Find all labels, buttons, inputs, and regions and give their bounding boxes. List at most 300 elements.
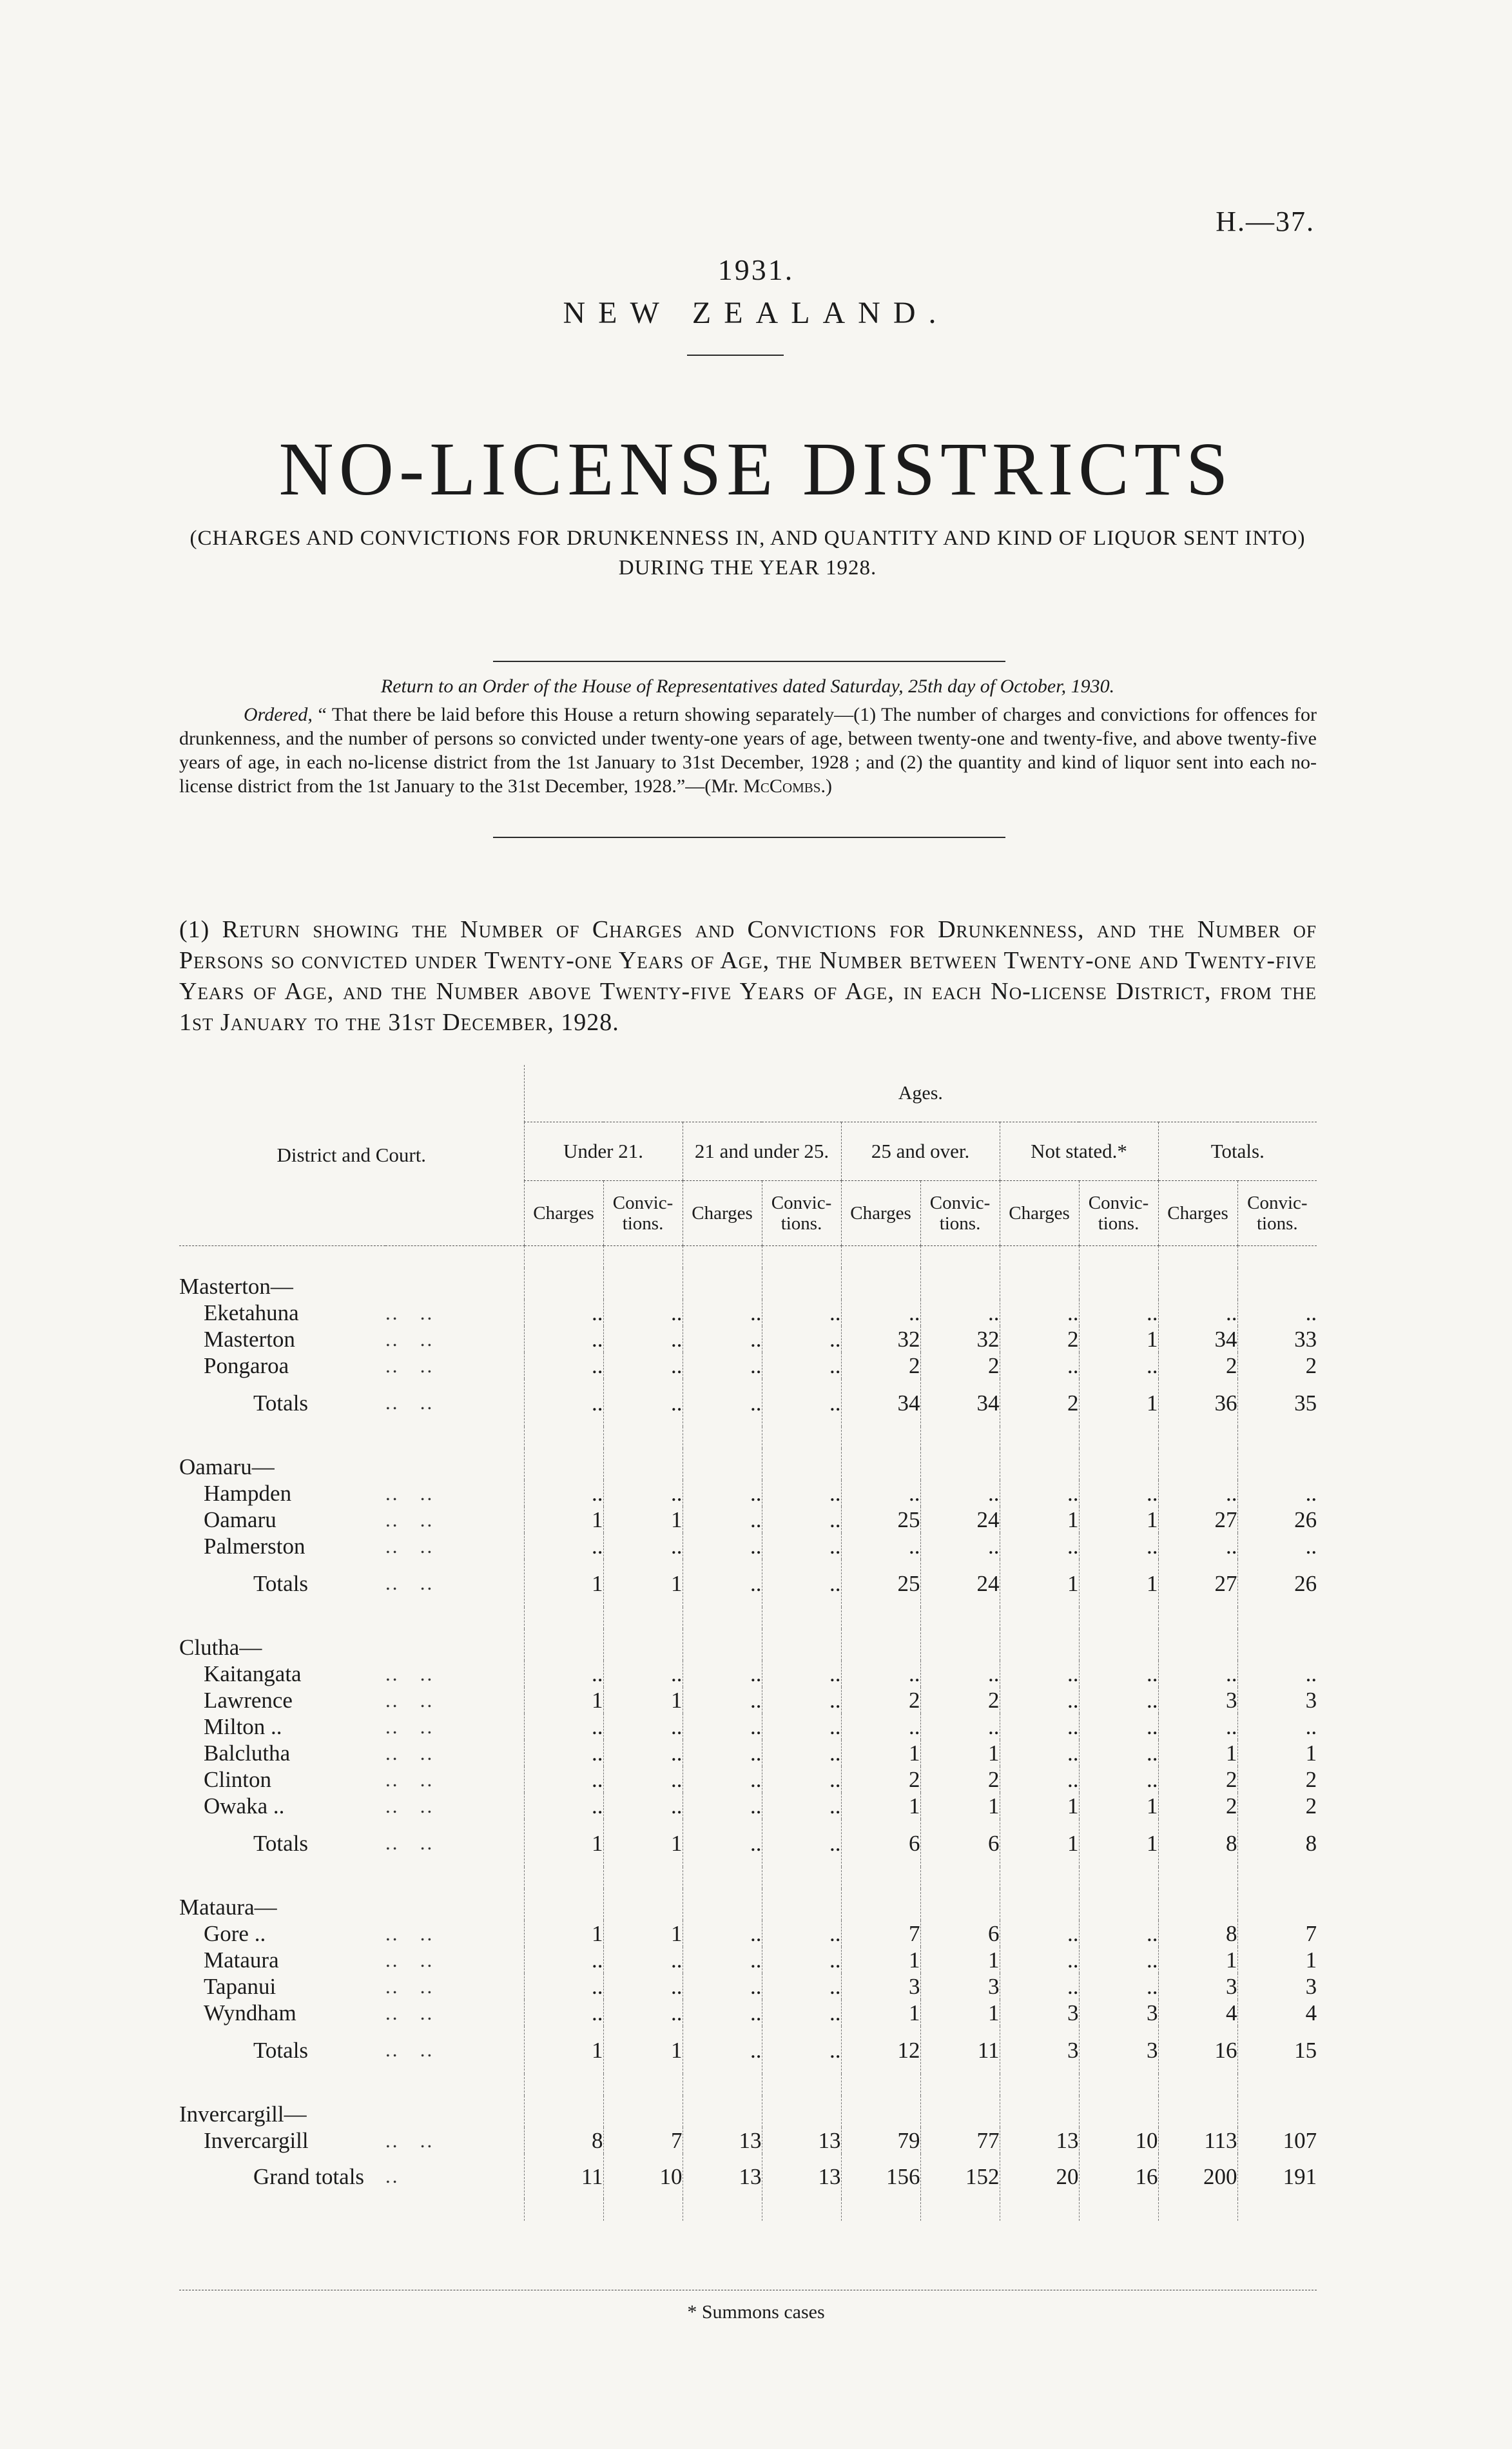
charges-cell: ..: [1000, 1920, 1079, 1947]
charges-cell: 2: [841, 1687, 920, 1713]
spacer: [179, 1867, 524, 1889]
empty-cell: [841, 1268, 920, 1300]
empty-cell: [841, 1427, 920, 1449]
charges-cell: ..: [1000, 1687, 1079, 1713]
empty-cell: [1000, 1268, 1079, 1300]
parliamentary-paper-ref: H.—37.: [1216, 206, 1315, 237]
charges-cell: ..: [683, 1326, 762, 1352]
district-name: Invercargill—: [179, 2102, 307, 2127]
empty-cell: [1000, 2074, 1079, 2096]
charges-cell: ..: [683, 1533, 762, 1559]
convictions-cell: ..: [762, 1740, 841, 1766]
empty-cell: [683, 1449, 762, 1480]
empty-cell: [1158, 2199, 1237, 2221]
convictions-cell: ..: [920, 1533, 1000, 1559]
empty-cell: [1079, 1629, 1158, 1661]
leader-dots: .. ..: [385, 1741, 434, 1764]
empty-cell: [1079, 1246, 1158, 1269]
convictions-cell: ..: [1237, 1480, 1317, 1507]
convictions-cell: 1: [603, 1507, 683, 1533]
age-group-header: Totals.: [1158, 1122, 1317, 1181]
spacer: [179, 1607, 524, 1629]
convictions-cell: 1: [1079, 1326, 1158, 1352]
charges-cell: ..: [524, 1713, 603, 1740]
empty-cell: [524, 2074, 603, 2096]
convictions-cell: 16: [1079, 2154, 1158, 2199]
totals-label: Totals: [253, 1390, 309, 1416]
charges-header: Charges: [841, 1181, 920, 1246]
charges-cell: ..: [683, 1379, 762, 1427]
empty-cell: [762, 1246, 841, 1269]
charges-cell: 12: [841, 2026, 920, 2074]
convictions-header: Convic- tions.: [1237, 1181, 1317, 1246]
drunkenness-table: [179, 1065, 1317, 2221]
empty-cell: [524, 1629, 603, 1661]
district-name: Oamaru—: [179, 1454, 275, 1479]
court-name: Masterton: [204, 1327, 295, 1352]
convictions-cell: 1: [920, 1740, 1000, 1766]
empty-cell: [603, 1427, 683, 1449]
charges-cell: ..: [841, 1480, 920, 1507]
charges-cell: 13: [1000, 2127, 1079, 2154]
charges-cell: 2: [1158, 1793, 1237, 1819]
charges-cell: 2: [1158, 1766, 1237, 1793]
charges-cell: 3: [1000, 2000, 1079, 2026]
charges-cell: ..: [1158, 1533, 1237, 1559]
empty-cell: [920, 2074, 1000, 2096]
charges-cell: ..: [683, 1973, 762, 2000]
charges-cell: 11: [524, 2154, 603, 2199]
convictions-cell: 8: [1237, 1819, 1317, 1867]
charges-cell: 1: [1000, 1793, 1079, 1819]
convictions-cell: ..: [603, 1300, 683, 1326]
charges-cell: 1: [841, 1740, 920, 1766]
convictions-cell: 35: [1237, 1379, 1317, 1427]
empty-cell: [841, 2074, 920, 2096]
empty-cell: [1000, 1427, 1079, 1449]
court-name: Clinton: [204, 1767, 272, 1792]
charges-cell: 25: [841, 1559, 920, 1607]
charges-cell: ..: [1000, 1740, 1079, 1766]
charges-cell: ..: [524, 1766, 603, 1793]
convictions-cell: ..: [1079, 1766, 1158, 1793]
convictions-cell: ..: [603, 2000, 683, 2026]
order-bottom-rule: [493, 837, 1005, 838]
charges-cell: ..: [683, 1300, 762, 1326]
page-subtitle: (CHARGES AND CONVICTIONS FOR DRUNKENNESS IN, AND QUANTITY AND KIND OF LIQUOR SENT INTO) DURING THE YEAR 1928.: [189, 527, 1306, 580]
charges-cell: 79: [841, 2127, 920, 2154]
convictions-cell: 4: [1237, 2000, 1317, 2026]
empty-cell: [683, 1629, 762, 1661]
spacer: [179, 1246, 524, 1269]
order-text: [179, 703, 1317, 798]
charges-header: Charges: [683, 1181, 762, 1246]
charges-cell: ..: [1000, 1480, 1079, 1507]
convictions-cell: ..: [603, 1480, 683, 1507]
convictions-cell: 26: [1237, 1559, 1317, 1607]
empty-cell: [841, 1449, 920, 1480]
convictions-cell: 3: [1079, 2026, 1158, 2074]
convictions-cell: ..: [762, 1480, 841, 1507]
empty-cell: [1237, 1629, 1317, 1661]
leader-dots: .. ..: [385, 1508, 434, 1531]
empty-cell: [841, 1607, 920, 1629]
empty-cell: [841, 1867, 920, 1889]
leader-dots: .. ..: [385, 1481, 434, 1505]
convictions-cell: ..: [603, 1740, 683, 1766]
convictions-cell: 32: [920, 1326, 1000, 1352]
empty-cell: [524, 1246, 603, 1269]
spacer: [179, 2074, 524, 2096]
convictions-cell: 3: [1237, 1973, 1317, 2000]
empty-cell: [1237, 1889, 1317, 1920]
empty-cell: [1158, 1629, 1237, 1661]
court-name: Balclutha: [204, 1741, 291, 1766]
charges-cell: ..: [1000, 1352, 1079, 1379]
charges-cell: ..: [1158, 1300, 1237, 1326]
court-name: Kaitangata: [204, 1661, 302, 1686]
empty-cell: [1079, 1268, 1158, 1300]
convictions-cell: 1: [1079, 1793, 1158, 1819]
empty-cell: [683, 1889, 762, 1920]
totals-label: Totals: [253, 1570, 309, 1596]
convictions-cell: ..: [1237, 1533, 1317, 1559]
charges-cell: 2: [1158, 1352, 1237, 1379]
charges-cell: ..: [841, 1661, 920, 1687]
charges-cell: 3: [1158, 1973, 1237, 2000]
charges-cell: 32: [841, 1326, 920, 1352]
country-heading: NEW ZEALAND.: [563, 296, 949, 330]
convictions-cell: 191: [1237, 2154, 1317, 2199]
charges-cell: ..: [1000, 1713, 1079, 1740]
convictions-cell: 1: [1079, 1507, 1158, 1533]
age-group-header: Not stated.*: [1000, 1122, 1158, 1181]
charges-cell: 34: [1158, 1326, 1237, 1352]
charges-cell: 36: [1158, 1379, 1237, 1427]
empty-cell: [920, 1867, 1000, 1889]
charges-cell: ..: [524, 2000, 603, 2026]
convictions-cell: ..: [1079, 1973, 1158, 2000]
empty-cell: [603, 2199, 683, 2221]
charges-cell: 3: [1158, 1687, 1237, 1713]
charges-cell: 27: [1158, 1507, 1237, 1533]
charges-cell: ..: [1158, 1661, 1237, 1687]
empty-cell: [1237, 1449, 1317, 1480]
charges-cell: ..: [524, 1300, 603, 1326]
charges-cell: 1: [524, 1920, 603, 1947]
empty-cell: [683, 2074, 762, 2096]
convictions-cell: 6: [920, 1920, 1000, 1947]
charges-cell: 1: [524, 1819, 603, 1867]
charges-cell: 2: [1000, 1379, 1079, 1427]
empty-cell: [524, 2199, 603, 2221]
empty-cell: [1079, 2096, 1158, 2127]
empty-cell: [1237, 1246, 1317, 1269]
convictions-cell: ..: [1079, 1661, 1158, 1687]
empty-cell: [1158, 1246, 1237, 1269]
leader-dots: .. ..: [385, 1948, 434, 1971]
age-group-header: 25 and over.: [841, 1122, 1000, 1181]
convictions-cell: ..: [762, 1973, 841, 2000]
charges-cell: 156: [841, 2154, 920, 2199]
charges-cell: 1: [841, 1793, 920, 1819]
empty-cell: [603, 1629, 683, 1661]
leader-dots: ..: [385, 2165, 400, 2187]
charges-header: Charges: [1000, 1181, 1079, 1246]
empty-cell: [1079, 1867, 1158, 1889]
charges-cell: 1: [1158, 1740, 1237, 1766]
convictions-cell: ..: [1079, 1687, 1158, 1713]
court-name: Milton ..: [204, 1714, 282, 1739]
charges-cell: ..: [1000, 1300, 1079, 1326]
charges-cell: 13: [683, 2127, 762, 2154]
charges-cell: ..: [1000, 1533, 1079, 1559]
convictions-cell: ..: [603, 1793, 683, 1819]
convictions-cell: ..: [762, 1819, 841, 1867]
empty-cell: [920, 2199, 1000, 2221]
charges-cell: ..: [1158, 1480, 1237, 1507]
convictions-cell: 3: [1237, 1687, 1317, 1713]
convictions-header: Convic- tions.: [1079, 1181, 1158, 1246]
convictions-cell: ..: [762, 1507, 841, 1533]
empty-cell: [683, 1867, 762, 1889]
empty-cell: [603, 1449, 683, 1480]
charges-cell: 27: [1158, 1559, 1237, 1607]
charges-cell: ..: [683, 1352, 762, 1379]
convictions-cell: ..: [1079, 1480, 1158, 1507]
convictions-cell: ..: [603, 1661, 683, 1687]
convictions-cell: 7: [1237, 1920, 1317, 1947]
charges-cell: ..: [683, 1507, 762, 1533]
empty-cell: [1237, 1607, 1317, 1629]
convictions-cell: ..: [762, 1300, 841, 1326]
convictions-cell: ..: [603, 1379, 683, 1427]
empty-cell: [524, 2096, 603, 2127]
empty-cell: [841, 1246, 920, 1269]
convictions-cell: 1: [603, 2026, 683, 2074]
convictions-cell: 1: [1079, 1819, 1158, 1867]
empty-cell: [1237, 2199, 1317, 2221]
order-body: “ That there be laid before this House a return showing separately—(1) The number of charges and convictions for offences for drunkenness, and the number of persons so convicted under twenty-one years of age, between twenty-one and twenty-five, and above twenty-five years of age, in each no-license district from the 1st January to 31st December, 1928 ; and (2) the quantity and kind of liquor sent into each no-license district from the 1st January to the 31st December, 1928.”—(Mr.: [179, 704, 1317, 797]
charges-cell: ..: [524, 1379, 603, 1427]
empty-cell: [1000, 1449, 1079, 1480]
charges-cell: ..: [841, 1713, 920, 1740]
convictions-cell: 1: [920, 1793, 1000, 1819]
charges-cell: ..: [683, 1766, 762, 1793]
charges-cell: 4: [1158, 2000, 1237, 2026]
convictions-cell: 13: [762, 2154, 841, 2199]
convictions-cell: 1: [1079, 1379, 1158, 1427]
convictions-cell: ..: [762, 2026, 841, 2074]
empty-cell: [1000, 2199, 1079, 2221]
empty-cell: [1079, 2199, 1158, 2221]
empty-cell: [920, 2096, 1000, 2127]
empty-cell: [841, 1889, 920, 1920]
charges-cell: ..: [683, 1661, 762, 1687]
convictions-cell: ..: [603, 1947, 683, 1973]
court-name: Gore ..: [204, 1921, 266, 1946]
charges-cell: 2: [841, 1352, 920, 1379]
leader-dots: .. ..: [385, 1662, 434, 1685]
order-member: McCombs.): [743, 776, 832, 797]
leader-dots: .. ..: [385, 1301, 434, 1324]
document-year: 1931.: [717, 253, 795, 286]
charges-cell: 20: [1000, 2154, 1079, 2199]
convictions-cell: ..: [762, 1793, 841, 1819]
empty-cell: [1158, 1607, 1237, 1629]
convictions-cell: ..: [762, 1713, 841, 1740]
charges-cell: 1: [524, 1687, 603, 1713]
empty-cell: [762, 1427, 841, 1449]
charges-cell: ..: [1158, 1713, 1237, 1740]
convictions-cell: ..: [603, 1713, 683, 1740]
convictions-cell: 13: [762, 2127, 841, 2154]
totals-label: Totals: [253, 2037, 309, 2063]
court-name: Owaka ..: [204, 1793, 285, 1819]
leader-dots: .. ..: [385, 1768, 434, 1791]
district-court-header: District and Court.: [179, 1065, 524, 1246]
charges-cell: 1: [524, 1507, 603, 1533]
court-name: Lawrence: [204, 1688, 293, 1713]
court-name: Eketahuna: [204, 1300, 299, 1325]
convictions-cell: ..: [762, 1352, 841, 1379]
charges-cell: 1: [1000, 1819, 1079, 1867]
grand-totals-label: Grand totals: [253, 2163, 365, 2189]
charges-cell: 8: [1158, 1920, 1237, 1947]
convictions-cell: 1: [603, 1920, 683, 1947]
return-title: (1) Return showing the Number of Charges and Convictions for Drunkenness, and the Number of Persons so convicted under Twenty-one Years of Age, the Number between Twenty-one and Twenty-five Years of Age, and the Number above Twenty-five Years of Age, in each No-license District, from the 1st January to the 31st December, 1928.: [179, 916, 1317, 1036]
empty-cell: [920, 1889, 1000, 1920]
convictions-cell: 1: [1237, 1947, 1317, 1973]
empty-cell: [1079, 1889, 1158, 1920]
charges-cell: ..: [524, 1480, 603, 1507]
charges-cell: 1: [1000, 1559, 1079, 1607]
page-title: NO-LICENSE DISTRICTS: [278, 427, 1234, 511]
district-name: Clutha—: [179, 1635, 262, 1660]
convictions-cell: ..: [1079, 1713, 1158, 1740]
charges-cell: 1: [1000, 1507, 1079, 1533]
convictions-cell: 1: [920, 1947, 1000, 1973]
charges-header: Charges: [524, 1181, 603, 1246]
court-name: Pongaroa: [204, 1353, 289, 1378]
charges-cell: ..: [524, 1326, 603, 1352]
empty-cell: [762, 1268, 841, 1300]
convictions-cell: ..: [603, 1766, 683, 1793]
empty-cell: [1158, 1449, 1237, 1480]
empty-cell: [603, 1889, 683, 1920]
court-name: Hampden: [204, 1481, 292, 1506]
empty-cell: [524, 1889, 603, 1920]
empty-cell: [762, 1629, 841, 1661]
charges-cell: ..: [524, 1533, 603, 1559]
charges-header: Charges: [1158, 1181, 1237, 1246]
charges-cell: ..: [1000, 1973, 1079, 2000]
empty-cell: [1237, 2074, 1317, 2096]
charges-cell: 3: [1000, 2026, 1079, 2074]
charges-cell: ..: [841, 1533, 920, 1559]
order-intro: Return to an Order of the House of Representatives dated Saturday, 25th day of October, 1930.: [380, 676, 1115, 697]
empty-cell: [1000, 2096, 1079, 2127]
convictions-cell: ..: [1237, 1713, 1317, 1740]
convictions-cell: ..: [1237, 1661, 1317, 1687]
court-name: Mataura: [204, 1947, 279, 1973]
charges-cell: 34: [841, 1379, 920, 1427]
charges-cell: ..: [841, 1300, 920, 1326]
empty-cell: [762, 1449, 841, 1480]
charges-cell: ..: [683, 1559, 762, 1607]
charges-cell: ..: [683, 2000, 762, 2026]
empty-cell: [1237, 1427, 1317, 1449]
empty-cell: [762, 1889, 841, 1920]
court-name: Palmerston: [204, 1534, 305, 1559]
convictions-cell: 33: [1237, 1326, 1317, 1352]
empty-cell: [603, 2074, 683, 2096]
convictions-cell: 2: [920, 1766, 1000, 1793]
convictions-cell: ..: [1079, 1947, 1158, 1973]
empty-cell: [524, 1607, 603, 1629]
spacer: [179, 1427, 524, 1449]
convictions-cell: 1: [1079, 1559, 1158, 1607]
convictions-cell: ..: [1079, 1300, 1158, 1326]
empty-cell: [920, 1607, 1000, 1629]
convictions-cell: 1: [603, 1559, 683, 1607]
empty-cell: [762, 2096, 841, 2127]
charges-cell: 16: [1158, 2026, 1237, 2074]
charges-cell: 2: [1000, 1326, 1079, 1352]
convictions-cell: ..: [920, 1713, 1000, 1740]
convictions-cell: 1: [1237, 1740, 1317, 1766]
convictions-cell: 2: [920, 1352, 1000, 1379]
empty-cell: [683, 1268, 762, 1300]
convictions-header: Convic- tions.: [762, 1181, 841, 1246]
charges-cell: ..: [683, 2026, 762, 2074]
leader-dots: .. ..: [385, 1327, 434, 1351]
empty-cell: [762, 2199, 841, 2221]
empty-cell: [1158, 2096, 1237, 2127]
convictions-cell: 26: [1237, 1507, 1317, 1533]
convictions-cell: ..: [762, 1559, 841, 1607]
charges-cell: 13: [683, 2154, 762, 2199]
district-name: Mataura—: [179, 1895, 277, 1920]
charges-cell: ..: [683, 1713, 762, 1740]
convictions-cell: 2: [920, 1687, 1000, 1713]
convictions-cell: 2: [1237, 1352, 1317, 1379]
empty-cell: [524, 1268, 603, 1300]
charges-cell: ..: [683, 1740, 762, 1766]
empty-cell: [683, 1427, 762, 1449]
leader-dots: .. ..: [385, 1975, 434, 1998]
leader-dots: .. ..: [385, 2038, 434, 2061]
charges-cell: ..: [1000, 1661, 1079, 1687]
charges-cell: ..: [524, 1793, 603, 1819]
empty-cell: [683, 1607, 762, 1629]
convictions-cell: ..: [920, 1300, 1000, 1326]
convictions-cell: 3: [1079, 2000, 1158, 2026]
leader-dots: .. ..: [385, 1688, 434, 1712]
empty-cell: [1000, 1246, 1079, 1269]
convictions-cell: 10: [1079, 2127, 1158, 2154]
charges-cell: ..: [524, 1740, 603, 1766]
court-name: Invercargill: [204, 2128, 309, 2153]
convictions-cell: ..: [1079, 1352, 1158, 1379]
empty-cell: [841, 2096, 920, 2127]
convictions-cell: 6: [920, 1819, 1000, 1867]
short-divider: [687, 355, 784, 356]
spacer: [179, 2199, 524, 2221]
empty-cell: [920, 1427, 1000, 1449]
charges-cell: ..: [524, 1661, 603, 1687]
empty-cell: [1158, 1867, 1237, 1889]
